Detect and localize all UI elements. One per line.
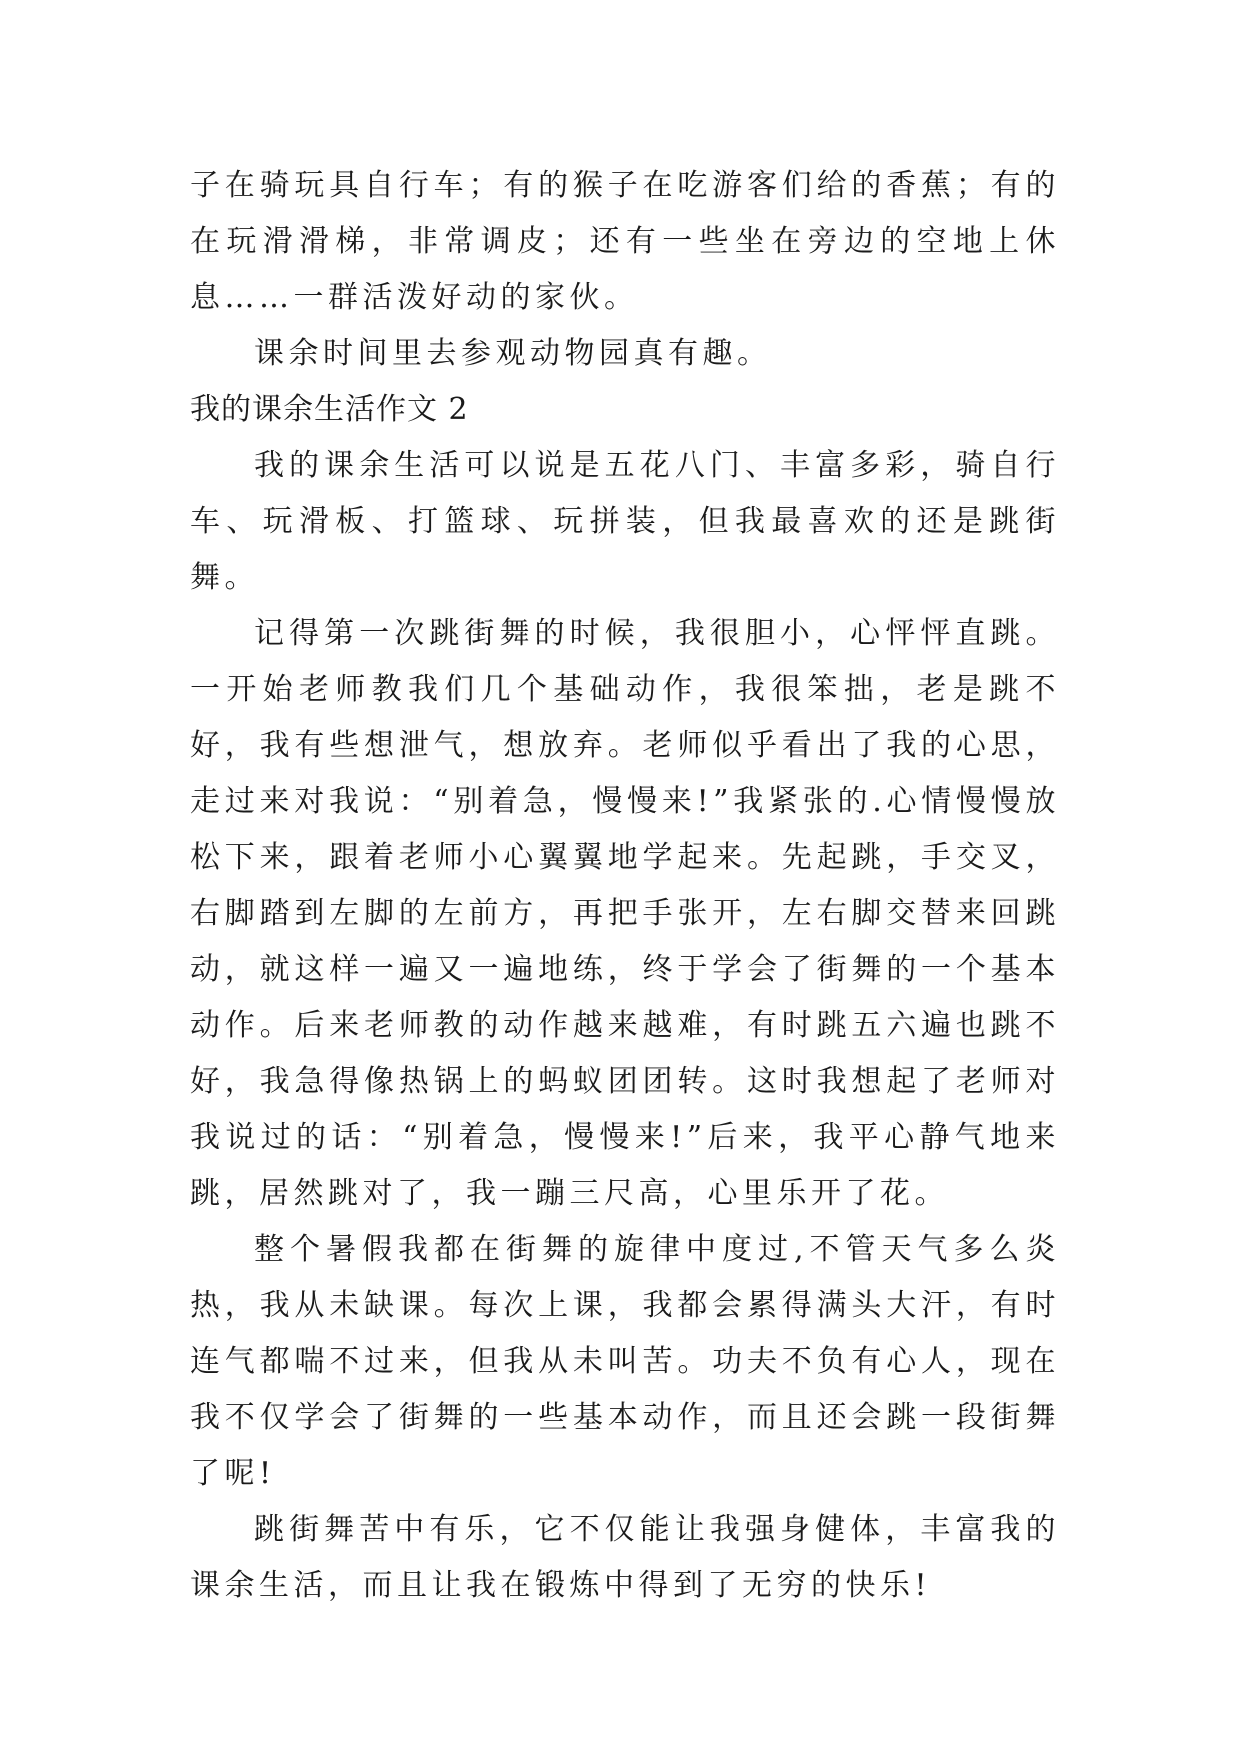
paragraph-ending: 跳街舞苦中有乐，它不仅能让我强身健体，丰富我的课余生活，而且让我在锻炼中得到了无穷的快乐! — [190, 1512, 1060, 1603]
paragraph-continued: 子在骑玩具自行车；有的猴子在吃游客们给的香蕉；有的在玩滑滑梯，非常调皮；还有一些坐在旁边的空地上休息……一群活泼好动的家伙。 — [190, 168, 1060, 315]
paragraph-intro: 我的课余生活可以说是五花八门、丰富多彩，骑自行车、玩滑板、打篮球、玩拼装，但我最喜欢的还是跳街舞。 — [190, 448, 1060, 595]
document-page — [190, 158, 1060, 1614]
paragraph-story: 记得第一次跳街舞的时候，我很胆小，心怦怦直跳。一开始老师教我们几个基础动作，我很笨拙，老是跳不好，我有些想泄气，想放弃。老师似乎看出了我的心思，走过来对我说：“别着急，慢慢来!”我紧张的.心情慢慢放松下来，跟着老师小心翼翼地学起来。先起跳，手交叉，右脚踏到左脚的左前方，再把手张开，左右脚交替来回跳动，就这样一遍又一遍地练，终于学会了街舞的一个基本动作。后来老师教的动作越来越难，有时跳五六遍也跳不好，我急得像热锅上的蚂蚁团团转。这时我想起了老师对我说过的话：“别着急，慢慢来!”后来，我平心静气地来跳，居然跳对了，我一蹦三尺高，心里乐开了花。 — [190, 616, 1060, 1211]
paragraph-conclusion: 课余时间里去参观动物园真有趣。 — [254, 336, 772, 371]
paragraph-summer: 整个暑假我都在街舞的旋律中度过,不管天气多么炎热，我从未缺课。每次上课，我都会累得满头大汗，有时连气都喘不过来，但我从未叫苦。功夫不负有心人，现在我不仅学会了街舞的一些基本动作，而且还会跳一段街舞了呢! — [190, 1232, 1060, 1491]
essay-heading: 我的课余生活作文 2 — [190, 392, 469, 427]
